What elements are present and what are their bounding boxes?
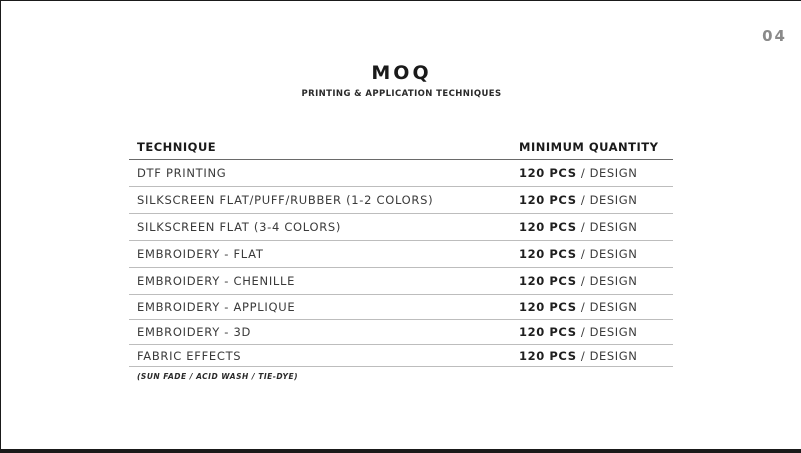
- table-row: [129, 241, 673, 268]
- technique-cell: SILKSCREEN FLAT (3-4 COLORS): [137, 220, 342, 234]
- column-header-minimum-quantity: MINIMUM QUANTITY: [519, 140, 659, 154]
- technique-cell: FABRIC EFFECTS: [137, 348, 242, 363]
- quantity-number: 120 PCS: [519, 166, 577, 180]
- quantity-cell: [512, 166, 673, 180]
- page-title: MOQ: [371, 62, 432, 84]
- quantity-cell: [512, 325, 673, 339]
- quantity-number: 120 PCS: [519, 325, 577, 339]
- page-number: 04: [762, 27, 787, 45]
- technique-cell: EMBROIDERY - 3D: [137, 325, 252, 339]
- quantity-unit: / DESIGN: [576, 166, 638, 180]
- fabric-effects-note: (SUN FADE / ACID WASH / TIE-DYE): [137, 372, 299, 381]
- quantity-cell: [512, 274, 673, 288]
- quantity-number: 120 PCS: [519, 193, 577, 207]
- quantity-cell: [512, 247, 673, 261]
- table-row: [129, 214, 673, 241]
- quantity-unit: / DESIGN: [576, 247, 638, 261]
- column-header-technique: TECHNIQUE: [137, 140, 217, 154]
- quantity-unit: / DESIGN: [576, 300, 638, 314]
- technique-cell: SILKSCREEN FLAT/PUFF/RUBBER (1-2 COLORS): [137, 193, 434, 207]
- quantity-cell: [512, 220, 673, 234]
- quantity-number: 120 PCS: [519, 274, 577, 288]
- table-row: [129, 345, 673, 367]
- table-row: [129, 320, 673, 345]
- quantity-cell: [512, 300, 673, 314]
- table-row: [129, 160, 673, 187]
- table-row: [129, 295, 673, 320]
- technique-cell: EMBROIDERY - FLAT: [137, 247, 264, 261]
- quantity-number: 120 PCS: [519, 247, 577, 261]
- technique-cell: EMBROIDERY - APPLIQUE: [137, 300, 296, 314]
- quantity-cell: [512, 193, 673, 207]
- quantity-number: 120 PCS: [519, 220, 577, 234]
- table-row: [129, 268, 673, 295]
- technique-cell: DTF PRINTING: [137, 166, 227, 180]
- quantity-unit: / DESIGN: [576, 325, 638, 339]
- quantity-cell: [512, 349, 673, 363]
- moq-table: [129, 135, 673, 381]
- quantity-unit: / DESIGN: [576, 274, 638, 288]
- quantity-unit: / DESIGN: [576, 348, 638, 363]
- quantity-unit: / DESIGN: [576, 193, 638, 207]
- table-header-row: [129, 135, 673, 160]
- technique-cell: EMBROIDERY - CHENILLE: [137, 274, 296, 288]
- quantity-number: 120 PCS: [519, 300, 577, 314]
- table-row: [129, 187, 673, 214]
- quantity-unit: / DESIGN: [576, 220, 638, 234]
- page-subtitle: PRINTING & APPLICATION TECHNIQUES: [301, 89, 502, 99]
- quantity-number: 120 PCS: [519, 348, 577, 363]
